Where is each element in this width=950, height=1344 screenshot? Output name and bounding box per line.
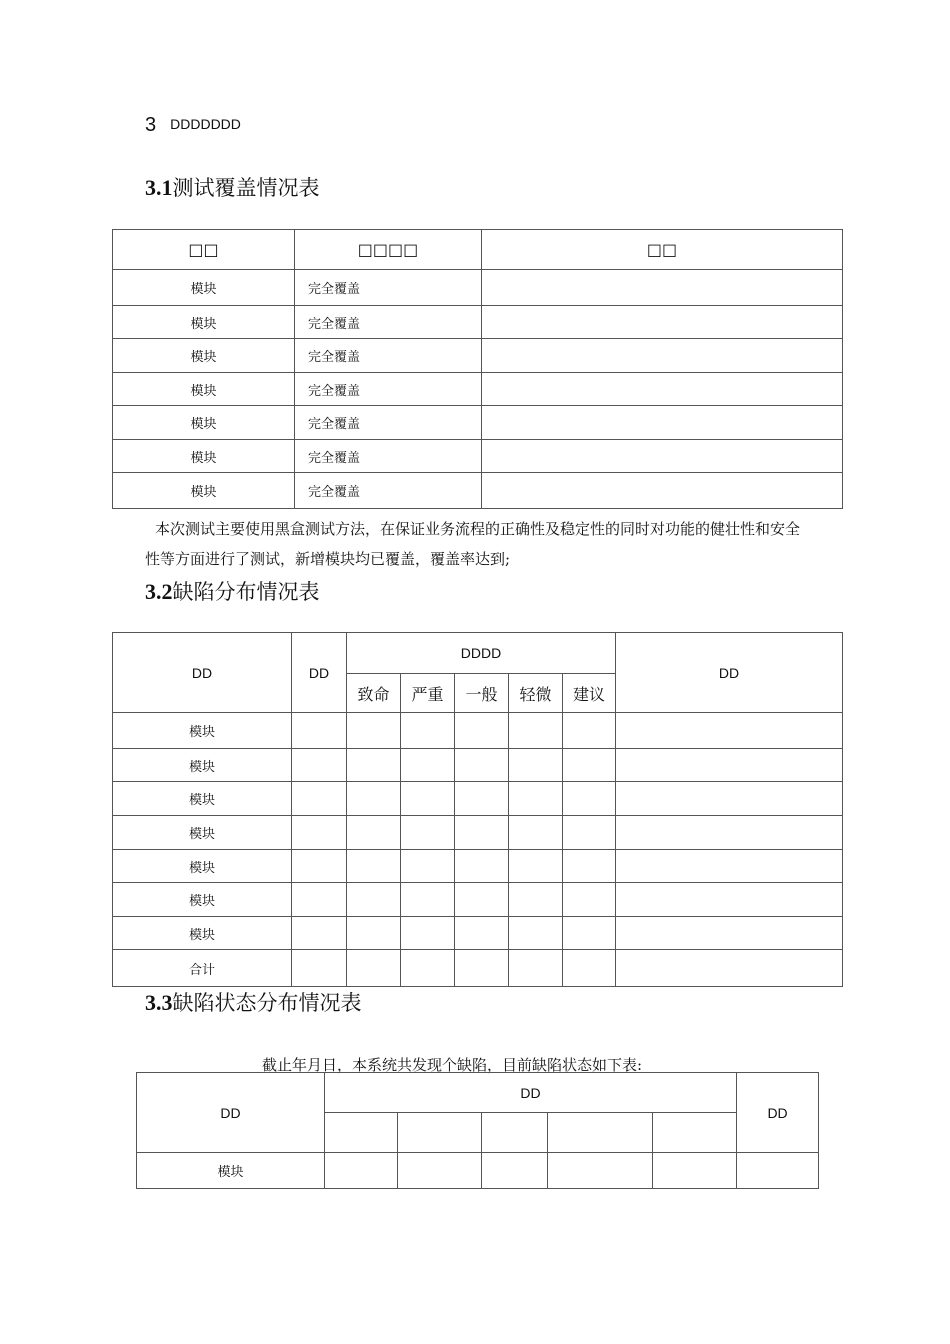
status-cell <box>398 1113 482 1153</box>
defect-status-note: 截止年月日，本系统共发现个缺陷，目前缺陷状态如下表: <box>262 1056 643 1074</box>
header-cell: DD <box>137 1073 325 1153</box>
status-cell <box>325 1113 398 1153</box>
chapter-title: DDDDDDD <box>170 116 241 132</box>
coverage-cell: 完全覆盖 <box>295 406 482 440</box>
module-cell: 模块 <box>113 816 292 850</box>
header-cell: □□ <box>482 230 843 270</box>
table-row <box>113 473 843 509</box>
module-cell: 模块 <box>113 749 292 782</box>
module-cell: 模块 <box>113 473 295 509</box>
header-cell: DD <box>113 633 292 713</box>
section-heading-3-1 <box>145 172 320 202</box>
module-cell: 模块 <box>113 713 292 749</box>
note-cell <box>482 373 843 406</box>
coverage-cell: 完全覆盖 <box>295 306 482 339</box>
severity-suggestion: 建议 <box>563 674 616 713</box>
header-cell: DD <box>292 633 347 713</box>
note-cell <box>482 306 843 339</box>
table-header-row <box>137 1073 819 1113</box>
coverage-cell: 完全覆盖 <box>295 270 482 306</box>
table-row <box>113 339 843 373</box>
table-header-row <box>113 230 843 270</box>
module-cell: 模块 <box>113 850 292 883</box>
note-cell <box>482 270 843 306</box>
coverage-cell: 完全覆盖 <box>295 440 482 473</box>
coverage-table <box>112 229 843 509</box>
table-row <box>113 850 843 883</box>
module-cell: 模块 <box>113 373 295 406</box>
module-cell: 模块 <box>113 339 295 373</box>
module-cell: 模块 <box>113 270 295 306</box>
status-cell <box>482 1113 548 1153</box>
table-row <box>113 406 843 440</box>
note-cell <box>482 339 843 373</box>
section-number: 3.3 <box>145 990 173 1015</box>
table-header-row <box>113 633 843 674</box>
table-row <box>137 1153 819 1189</box>
table-row <box>113 373 843 406</box>
note-cell <box>482 406 843 440</box>
coverage-summary-paragraph: 本次测试主要使用黑盒测试方法，在保证业务流程的正确性及稳定性的同时对功能的健壮性和安全性等方面进行了测试，新增模块均已覆盖，覆盖率达到; <box>145 520 801 568</box>
defect-distribution-table <box>112 632 843 987</box>
total-row <box>113 950 843 987</box>
header-cell: □□□□ <box>295 230 482 270</box>
table-row <box>113 816 843 850</box>
section-heading-3-3 <box>145 987 362 1017</box>
header-cell: DD <box>737 1073 819 1153</box>
module-cell: 模块 <box>113 306 295 339</box>
module-cell: 模块 <box>113 883 292 917</box>
module-cell: 模块 <box>113 440 295 473</box>
table-row <box>113 749 843 782</box>
module-cell: 模块 <box>113 782 292 816</box>
section-title: 测试覆盖情况表 <box>172 176 320 200</box>
coverage-cell: 完全覆盖 <box>295 339 482 373</box>
severity-normal: 一般 <box>455 674 509 713</box>
severity-serious: 严重 <box>401 674 455 713</box>
note-cell <box>482 473 843 509</box>
table-row <box>113 917 843 950</box>
severity-fatal: 致命 <box>347 674 401 713</box>
module-cell: 模块 <box>137 1153 325 1189</box>
module-cell: 模块 <box>113 406 295 440</box>
section-number: 3.1 <box>145 175 173 200</box>
header-cell: □□ <box>113 230 295 270</box>
defect-status-table <box>136 1072 819 1189</box>
coverage-cell: 完全覆盖 <box>295 473 482 509</box>
section-number: 3.2 <box>145 579 173 604</box>
table-row <box>113 883 843 917</box>
section-title: 缺陷状态分布情况表 <box>172 991 362 1015</box>
table-row <box>113 440 843 473</box>
table-row <box>113 713 843 749</box>
chapter-number: 3 <box>145 114 157 136</box>
table-row <box>113 306 843 339</box>
note-cell <box>482 440 843 473</box>
severity-group-header: DDDD <box>347 633 616 674</box>
section-title: 缺陷分布情况表 <box>172 580 320 604</box>
header-cell: DD <box>616 633 843 713</box>
coverage-cell: 完全覆盖 <box>295 373 482 406</box>
section-heading-3-2 <box>145 576 320 606</box>
table-row <box>113 782 843 816</box>
status-group-header: DD <box>325 1073 737 1113</box>
table-row <box>113 270 843 306</box>
total-label: 合计 <box>113 950 292 987</box>
module-cell: 模块 <box>113 917 292 950</box>
status-cell <box>548 1113 653 1153</box>
chapter-heading <box>145 114 241 137</box>
status-cell <box>653 1113 737 1153</box>
severity-minor: 轻微 <box>509 674 563 713</box>
